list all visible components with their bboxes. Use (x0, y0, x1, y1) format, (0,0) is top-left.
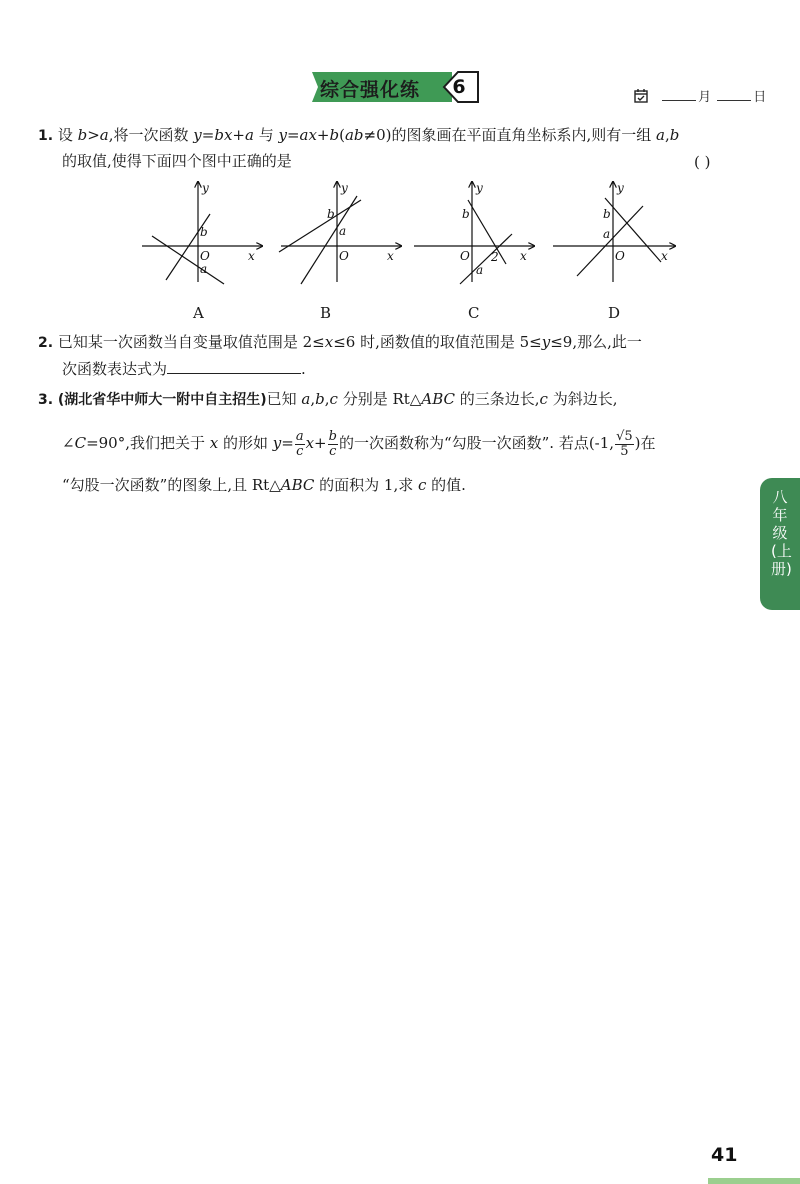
day-blank[interactable] (717, 89, 751, 101)
q3-line3 (62, 474, 466, 496)
text: . (301, 360, 306, 378)
graph-label-b[interactable]: B (320, 304, 332, 322)
text: ,将一次函数 (108, 126, 194, 144)
day-label: 日 (753, 90, 767, 105)
two-label: 2 (491, 250, 499, 264)
math: x+ (305, 434, 327, 452)
month-label: 月 (698, 90, 712, 105)
text: , (310, 390, 316, 408)
text: 为斜边长, (547, 390, 618, 408)
math: y=ax+b (278, 126, 340, 144)
date-field (634, 86, 766, 105)
line-1 (279, 200, 361, 252)
graph-a (134, 176, 274, 286)
section-title: 综合强化练 (320, 79, 421, 101)
text: =90°,我们把关于 (86, 434, 210, 452)
text: ≤9,那么,此一 (550, 333, 642, 351)
q3-source: (湖北省华中师大一附中自主招生) (57, 392, 267, 408)
text: ( (339, 126, 345, 144)
math: x (209, 434, 219, 452)
b-label: b (603, 207, 611, 221)
x-label: x (248, 249, 255, 263)
graph-label-d[interactable]: D (608, 304, 621, 322)
y-label: y (476, 181, 483, 195)
text: 设 (57, 126, 78, 144)
text: 已知某一次函数当自变量取值范围是 2≤ (57, 333, 325, 351)
text: ∠ (62, 434, 75, 452)
a-label: a (339, 224, 347, 238)
text: 的三条边长, (454, 390, 540, 408)
grade-side-tab[interactable] (760, 478, 800, 610)
text: 的值. (426, 476, 466, 494)
y-label: y (341, 181, 348, 195)
graph-label-c[interactable]: C (468, 304, 480, 322)
q1-line1 (38, 124, 679, 147)
origin-label: O (615, 249, 625, 263)
origin-label: O (200, 249, 210, 263)
math: a (301, 390, 311, 408)
y-label: y (617, 181, 624, 195)
b-label: b (327, 207, 335, 221)
q3-line1 (38, 388, 617, 411)
graph-d (551, 176, 691, 286)
text: ≤6 时,函数值的取值范围是 5≤ (333, 333, 542, 351)
math: C (74, 434, 87, 452)
month-blank[interactable] (662, 89, 696, 101)
math: c (539, 390, 548, 408)
a-label: a (200, 262, 208, 276)
graph-label-a[interactable]: A (193, 304, 204, 322)
text: 分别是 Rt△ (337, 390, 422, 408)
a-label: a (476, 263, 484, 277)
q3-line2 (62, 426, 655, 460)
text: , (324, 390, 330, 408)
line-1 (468, 200, 506, 264)
page-number: 41 (711, 1144, 738, 1166)
text: )在 (634, 434, 656, 452)
calendar-check-icon (634, 89, 648, 103)
math: b (669, 126, 680, 144)
line-2 (152, 236, 224, 284)
text: 的面积为 1,求 (314, 476, 418, 494)
grade-side-tab-label: 八年级(上册) (771, 488, 792, 578)
text: , (664, 126, 670, 144)
math: ab (344, 126, 364, 144)
math: a (656, 126, 665, 144)
math: b>a (77, 126, 109, 144)
text: 与 (253, 126, 279, 144)
q2-number: 2. (38, 335, 54, 351)
math: y= (272, 434, 294, 452)
answer-parentheses[interactable]: ( ) (694, 153, 711, 171)
b-label: b (200, 225, 208, 239)
math: y (541, 333, 551, 351)
q1-line2: 的取值,使得下面四个图中正确的是 (62, 152, 292, 170)
q2-line2 (62, 358, 306, 380)
text: 已知 (266, 390, 302, 408)
answer-blank[interactable] (167, 360, 301, 374)
fraction-sqrt5-over-5: $\frac{√5}{5}$ (616, 428, 633, 459)
fraction-a-over-c: $\frac{a}{c}$ (295, 428, 304, 459)
text: 的形如 (218, 434, 273, 452)
origin-label: O (339, 249, 349, 263)
math: ABC (280, 476, 315, 494)
x-label: x (661, 249, 668, 263)
graph-b (273, 176, 413, 286)
math: y=bx+a (193, 126, 254, 144)
math: b (315, 390, 325, 408)
text: “勾股一次函数”的图象上,且 Rt△ (62, 476, 281, 494)
q3-number: 3. (38, 392, 54, 408)
q2-line1 (38, 331, 642, 354)
math: c (329, 390, 338, 408)
text: 的一次函数称为“勾股一次函数”. 若点(-1, (338, 434, 615, 452)
y-label: y (202, 181, 209, 195)
math: ABC (421, 390, 455, 408)
a-label: a (603, 227, 611, 241)
section-number: 6 (452, 76, 466, 98)
text: ≠0)的图象画在平面直角坐标系内,则有一组 (363, 126, 657, 144)
graph-c (412, 176, 552, 286)
x-label: x (387, 249, 394, 263)
x-label: x (520, 249, 527, 263)
text: 次函数表达式为 (62, 360, 168, 378)
math: c (417, 476, 427, 494)
decorative-bar (708, 1178, 800, 1184)
b-label: b (462, 207, 470, 221)
fraction-b-over-c: $\frac{b}{c}$ (328, 428, 337, 459)
math: x (324, 333, 334, 351)
q1-number: 1. (38, 128, 54, 144)
origin-label: O (460, 249, 470, 263)
